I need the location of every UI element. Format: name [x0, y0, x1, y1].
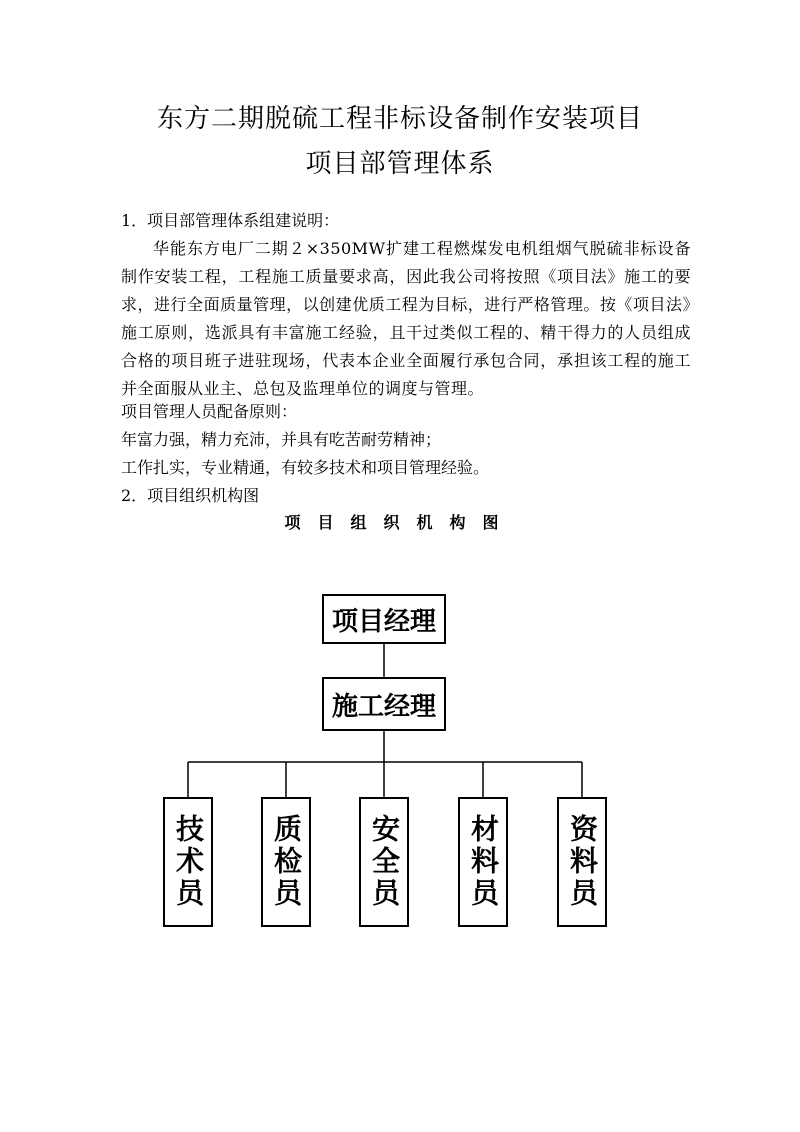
staff-box-safety-officer: 安全员 [359, 797, 409, 927]
staff-box-records-officer: 资料员 [557, 797, 607, 927]
principle-item: 年富力强，精力充沛，并具有吃苦耐劳精神； [121, 430, 442, 449]
construction-manager-box: 施工经理 [322, 677, 446, 731]
staffing-principle: 项目管理人员配备原则： [121, 402, 298, 421]
chart-caption: 项目组织机构图 [284, 513, 516, 532]
project-manager-box: 项目经理 [322, 594, 446, 644]
section2-heading: 2．项目组织机构图 [121, 486, 260, 505]
section1-heading: 1．项目部管理体系组建说明： [121, 211, 340, 230]
section1-body: 华能东方电厂二期２×350MW扩建工程燃煤发电机组烟气脱硫非标设备制作安装工程，工程施工质量要求高，因此我公司将按照《项目法》施工的要求，进行全面质量管理，以创建优质工程为目标，进行严格管理。按《项目法》施工原则，选派具有丰富施工经验，且干过类似工程的、精干得力的人员组成合格的项目班子进驻现场，代表本企业全面履行承包合同，承担该工程的施工并全面服从业主、总包及监理单位的调度与管理。 [121, 239, 691, 398]
principle-item: 工作扎实，专业精通，有较多技术和项目管理经验。 [121, 458, 490, 477]
staff-box-materials-officer: 材料员 [458, 797, 508, 927]
staff-box-quality-inspector: 质检员 [261, 797, 311, 927]
staff-box-technician: 技术员 [163, 797, 213, 927]
document-title-line1: 东方二期脱硫工程非标设备制作安装项目 [156, 104, 643, 134]
document-title-line2: 项目部管理体系 [305, 149, 495, 179]
